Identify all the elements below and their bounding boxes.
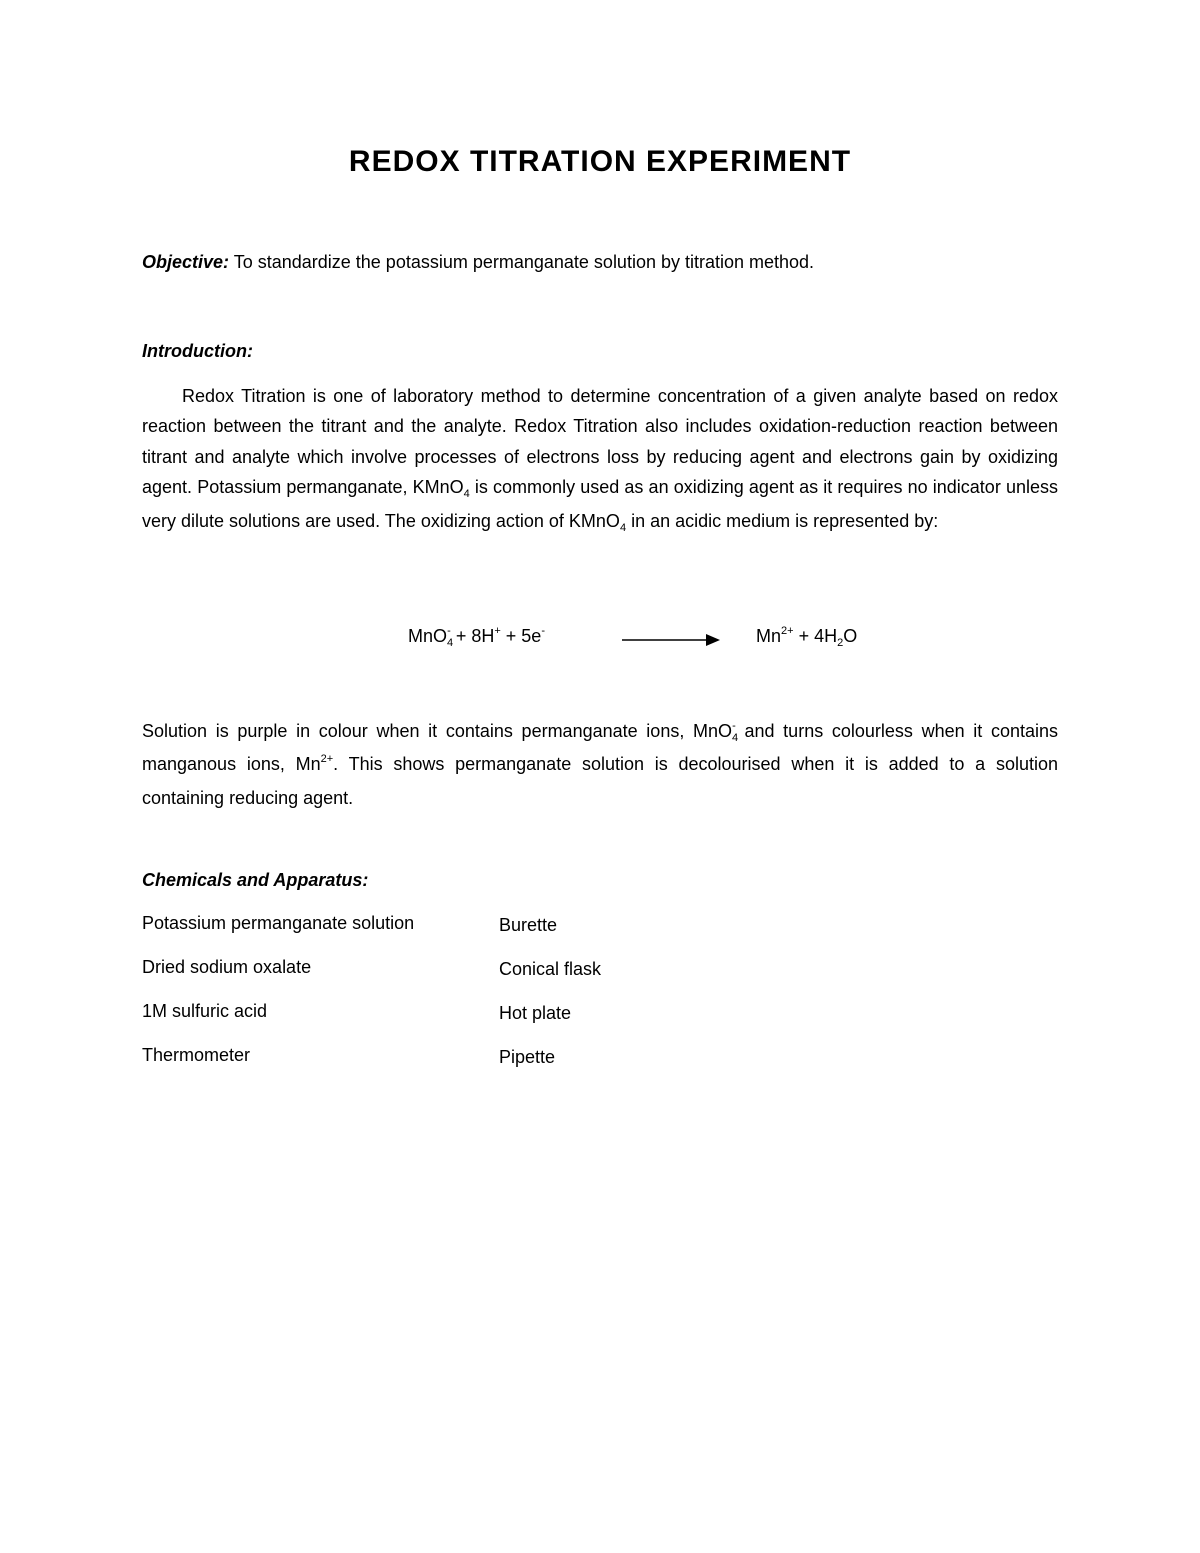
intro-text-part1: Redox Titration is one of laboratory method to determine concentration of a given analyte based on redox reaction between the titrant and the analyte. Redox Titration also includes oxidation-reduction reaction between titrant and analyte which involve processes of electrons loss by reducing agent and electrons gain by oxidizing agent. Potassium permanganate, KMnO bbox=[142, 386, 1058, 498]
apparatus-item: Burette bbox=[499, 915, 558, 935]
solution-text-part2: and turns colourless when it contains manganous ions, Mn bbox=[142, 721, 1058, 775]
intro-text-part3: in an acidic medium is represented by: bbox=[626, 510, 939, 531]
redox-equation bbox=[0, 626, 1200, 656]
chemical-item: Potassium permanganate solution bbox=[142, 913, 415, 933]
chemical-item: 1M sulfuric acid bbox=[142, 1001, 268, 1021]
product-h: + 4H bbox=[793, 626, 838, 646]
apparatus-item: Conical flask bbox=[499, 959, 602, 979]
reactant-mno: MnO bbox=[408, 626, 448, 646]
chemical-item: Thermometer bbox=[142, 1045, 251, 1065]
apparatus-item: Pipette bbox=[499, 1047, 556, 1067]
reactant-h-superscript: + bbox=[494, 625, 501, 637]
intro-text-part2: is commonly used as an oxidizing agent as it requires no indicator unless very dilute solutions are used. The oxidizing action of KMnO bbox=[142, 477, 1058, 531]
reactant-h: + 8H bbox=[450, 626, 495, 646]
solution-text-part3: . This shows permanganate solution is decolourised when it is added to a solution containing reducing agent. bbox=[142, 754, 1058, 808]
chemicals-heading: Chemicals and Apparatus: bbox=[142, 870, 369, 890]
product-h2o-subscript: 2 bbox=[837, 637, 844, 649]
solution-superscript-1: - bbox=[732, 720, 736, 732]
intro-subscript-2: 4 bbox=[619, 521, 627, 534]
reaction-arrow-icon bbox=[622, 632, 720, 648]
document-title: REDOX TITRATION EXPERIMENT bbox=[348, 145, 852, 178]
product-mn: Mn bbox=[756, 626, 782, 646]
objective-label: Objective: bbox=[142, 252, 230, 272]
solution-superscript-2: 2+ bbox=[320, 753, 334, 766]
solution-subscript-1: 4 bbox=[732, 732, 739, 744]
introduction-paragraph bbox=[142, 381, 1058, 539]
product-o: O bbox=[843, 626, 858, 646]
equation-products bbox=[756, 626, 857, 647]
equation-reactants bbox=[408, 626, 545, 647]
introduction-heading: Introduction: bbox=[142, 341, 253, 361]
reactant-e-superscript: - bbox=[541, 625, 545, 637]
intro-subscript-1: 4 bbox=[463, 488, 470, 501]
reactant-mno-subscript: 4 bbox=[447, 637, 454, 649]
chemical-item: Dried sodium oxalate bbox=[142, 957, 312, 977]
objective-text: To standardize the potassium permanganate solution by titration method. bbox=[229, 252, 815, 272]
apparatus-item: Hot plate bbox=[499, 1003, 572, 1023]
objective-line bbox=[142, 252, 814, 273]
solution-text-part1: Solution is purple in colour when it contains permanganate ions, MnO bbox=[142, 721, 733, 741]
reactant-mno-superscript: - bbox=[447, 625, 451, 637]
product-mn-superscript: 2+ bbox=[781, 625, 794, 637]
reactant-e: + 5e bbox=[500, 626, 542, 646]
solution-paragraph bbox=[142, 716, 1058, 813]
